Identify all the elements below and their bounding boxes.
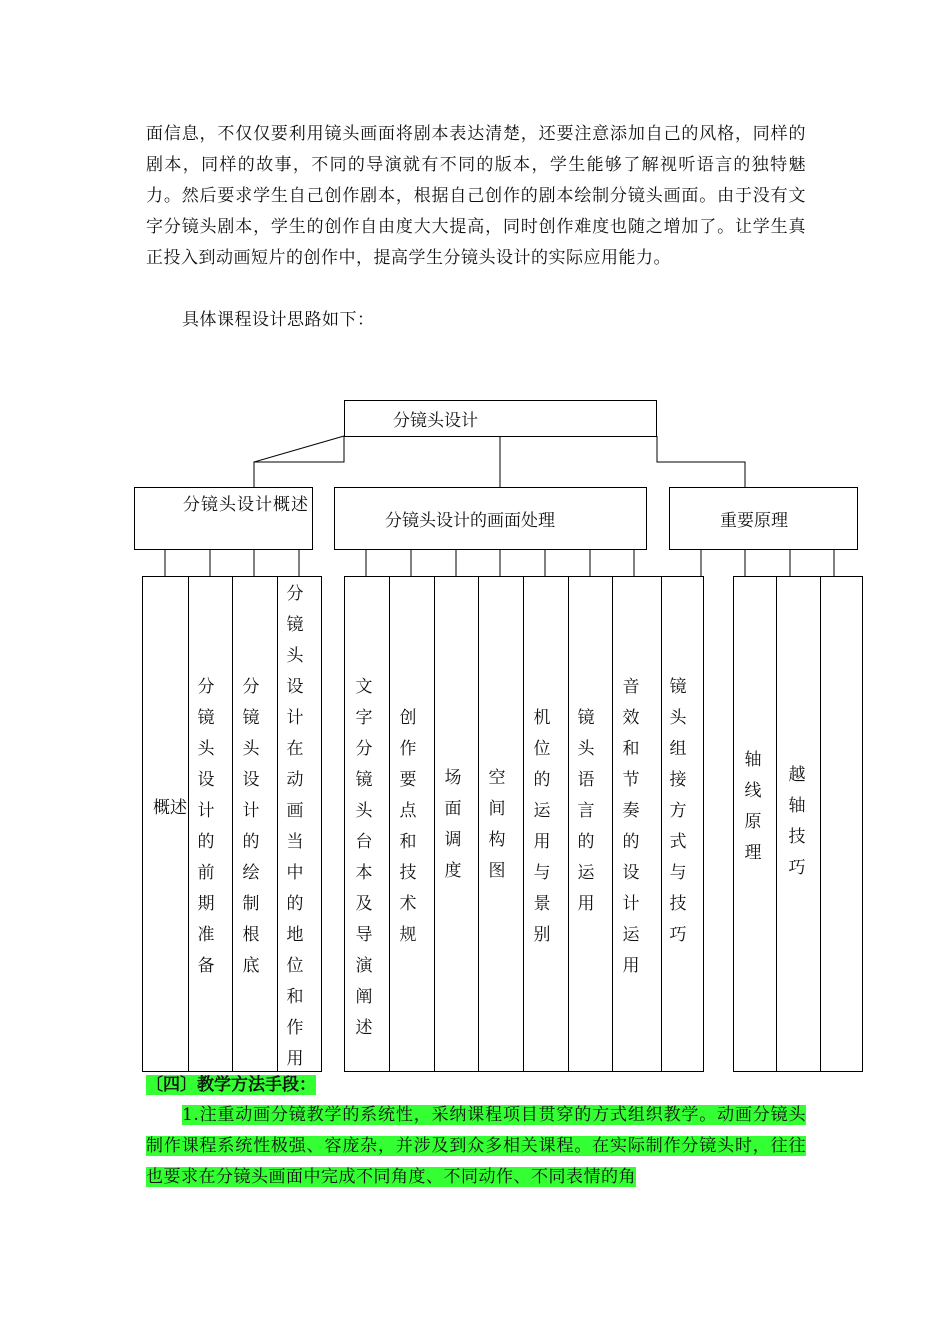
branch-picture-label: 分镜头设计的画面处理 bbox=[385, 511, 555, 531]
leaf-picture-key-points: 创作要点和技术规 bbox=[399, 708, 417, 945]
leaf-picture-editing: 镜头组接方式与技巧 bbox=[669, 677, 687, 945]
branch-picture-box bbox=[334, 487, 647, 550]
leaf-group-overview bbox=[142, 576, 322, 1072]
leaf-overview-preparation: 分镜头设计的前期准备 bbox=[197, 677, 215, 976]
branch-overview-box bbox=[134, 487, 313, 550]
method-paragraph: 1.注重动画分镜教学的系统性，采纳课程项目贯穿的方式组织教学。动画分镜头制作课程系统性极强、容庞杂，并涉及到众多相关课程。在实际制作分镜头时，往往也要求在分镜头画面中完成不同角度、不同动作、不同表情的角 bbox=[146, 1105, 806, 1187]
leaf-overview-summary: 概述 bbox=[153, 798, 187, 818]
leaf-picture-script: 文字分镜头台本及导演阐述 bbox=[355, 677, 373, 1038]
diagram-root-box bbox=[344, 400, 657, 437]
lead-in-text: 具体课程设计思路如下： bbox=[182, 310, 375, 330]
leaf-group-picture bbox=[344, 576, 704, 1072]
section-heading: 〔四〕教学方法手段： bbox=[146, 1075, 316, 1095]
leaf-picture-shot-language: 镜头语言的运用 bbox=[577, 708, 595, 914]
leaf-picture-camera-position: 机位的运用与景别 bbox=[533, 708, 551, 945]
leaf-picture-composition: 空间构图 bbox=[488, 768, 506, 881]
leaf-overview-role: 分镜头设计在动画当中的地位和作用 bbox=[286, 584, 304, 1069]
diagram-root-label: 分镜头设计 bbox=[393, 411, 478, 431]
leaf-overview-drawing-basics: 分镜头设计的绘制根底 bbox=[242, 677, 260, 976]
leaf-picture-sound-rhythm: 音效和节奏的设计运用 bbox=[622, 677, 640, 976]
leaf-principles-crossing: 越轴技巧 bbox=[788, 765, 806, 878]
leaf-principles-axis: 轴线原理 bbox=[744, 750, 762, 863]
leaf-picture-staging: 场面调度 bbox=[444, 768, 462, 881]
branch-principles-label: 重要原理 bbox=[720, 511, 788, 531]
branch-overview-label: 分镜头设计概述 bbox=[183, 495, 309, 515]
intro-paragraph: 面信息，不仅仅要利用镜头画面将剧本表达清楚，还要注意添加自己的风格，同样的剧本，同样的故事，不同的导演就有不同的版本，学生能够了解视听语言的独特魅力。然后要求学生自己创作剧本，根据自己创作的剧本绘制分镜头画面。由于没有文字分镜头剧本，学生的创作自由度大大提高，同时创作难度也随之增加了。让学生真正投入到动画短片的创作中，提高学生分镜头设计的实际应用能力。 bbox=[146, 124, 806, 268]
leaf-group-principles bbox=[733, 576, 863, 1072]
branch-principles-box bbox=[669, 487, 858, 550]
